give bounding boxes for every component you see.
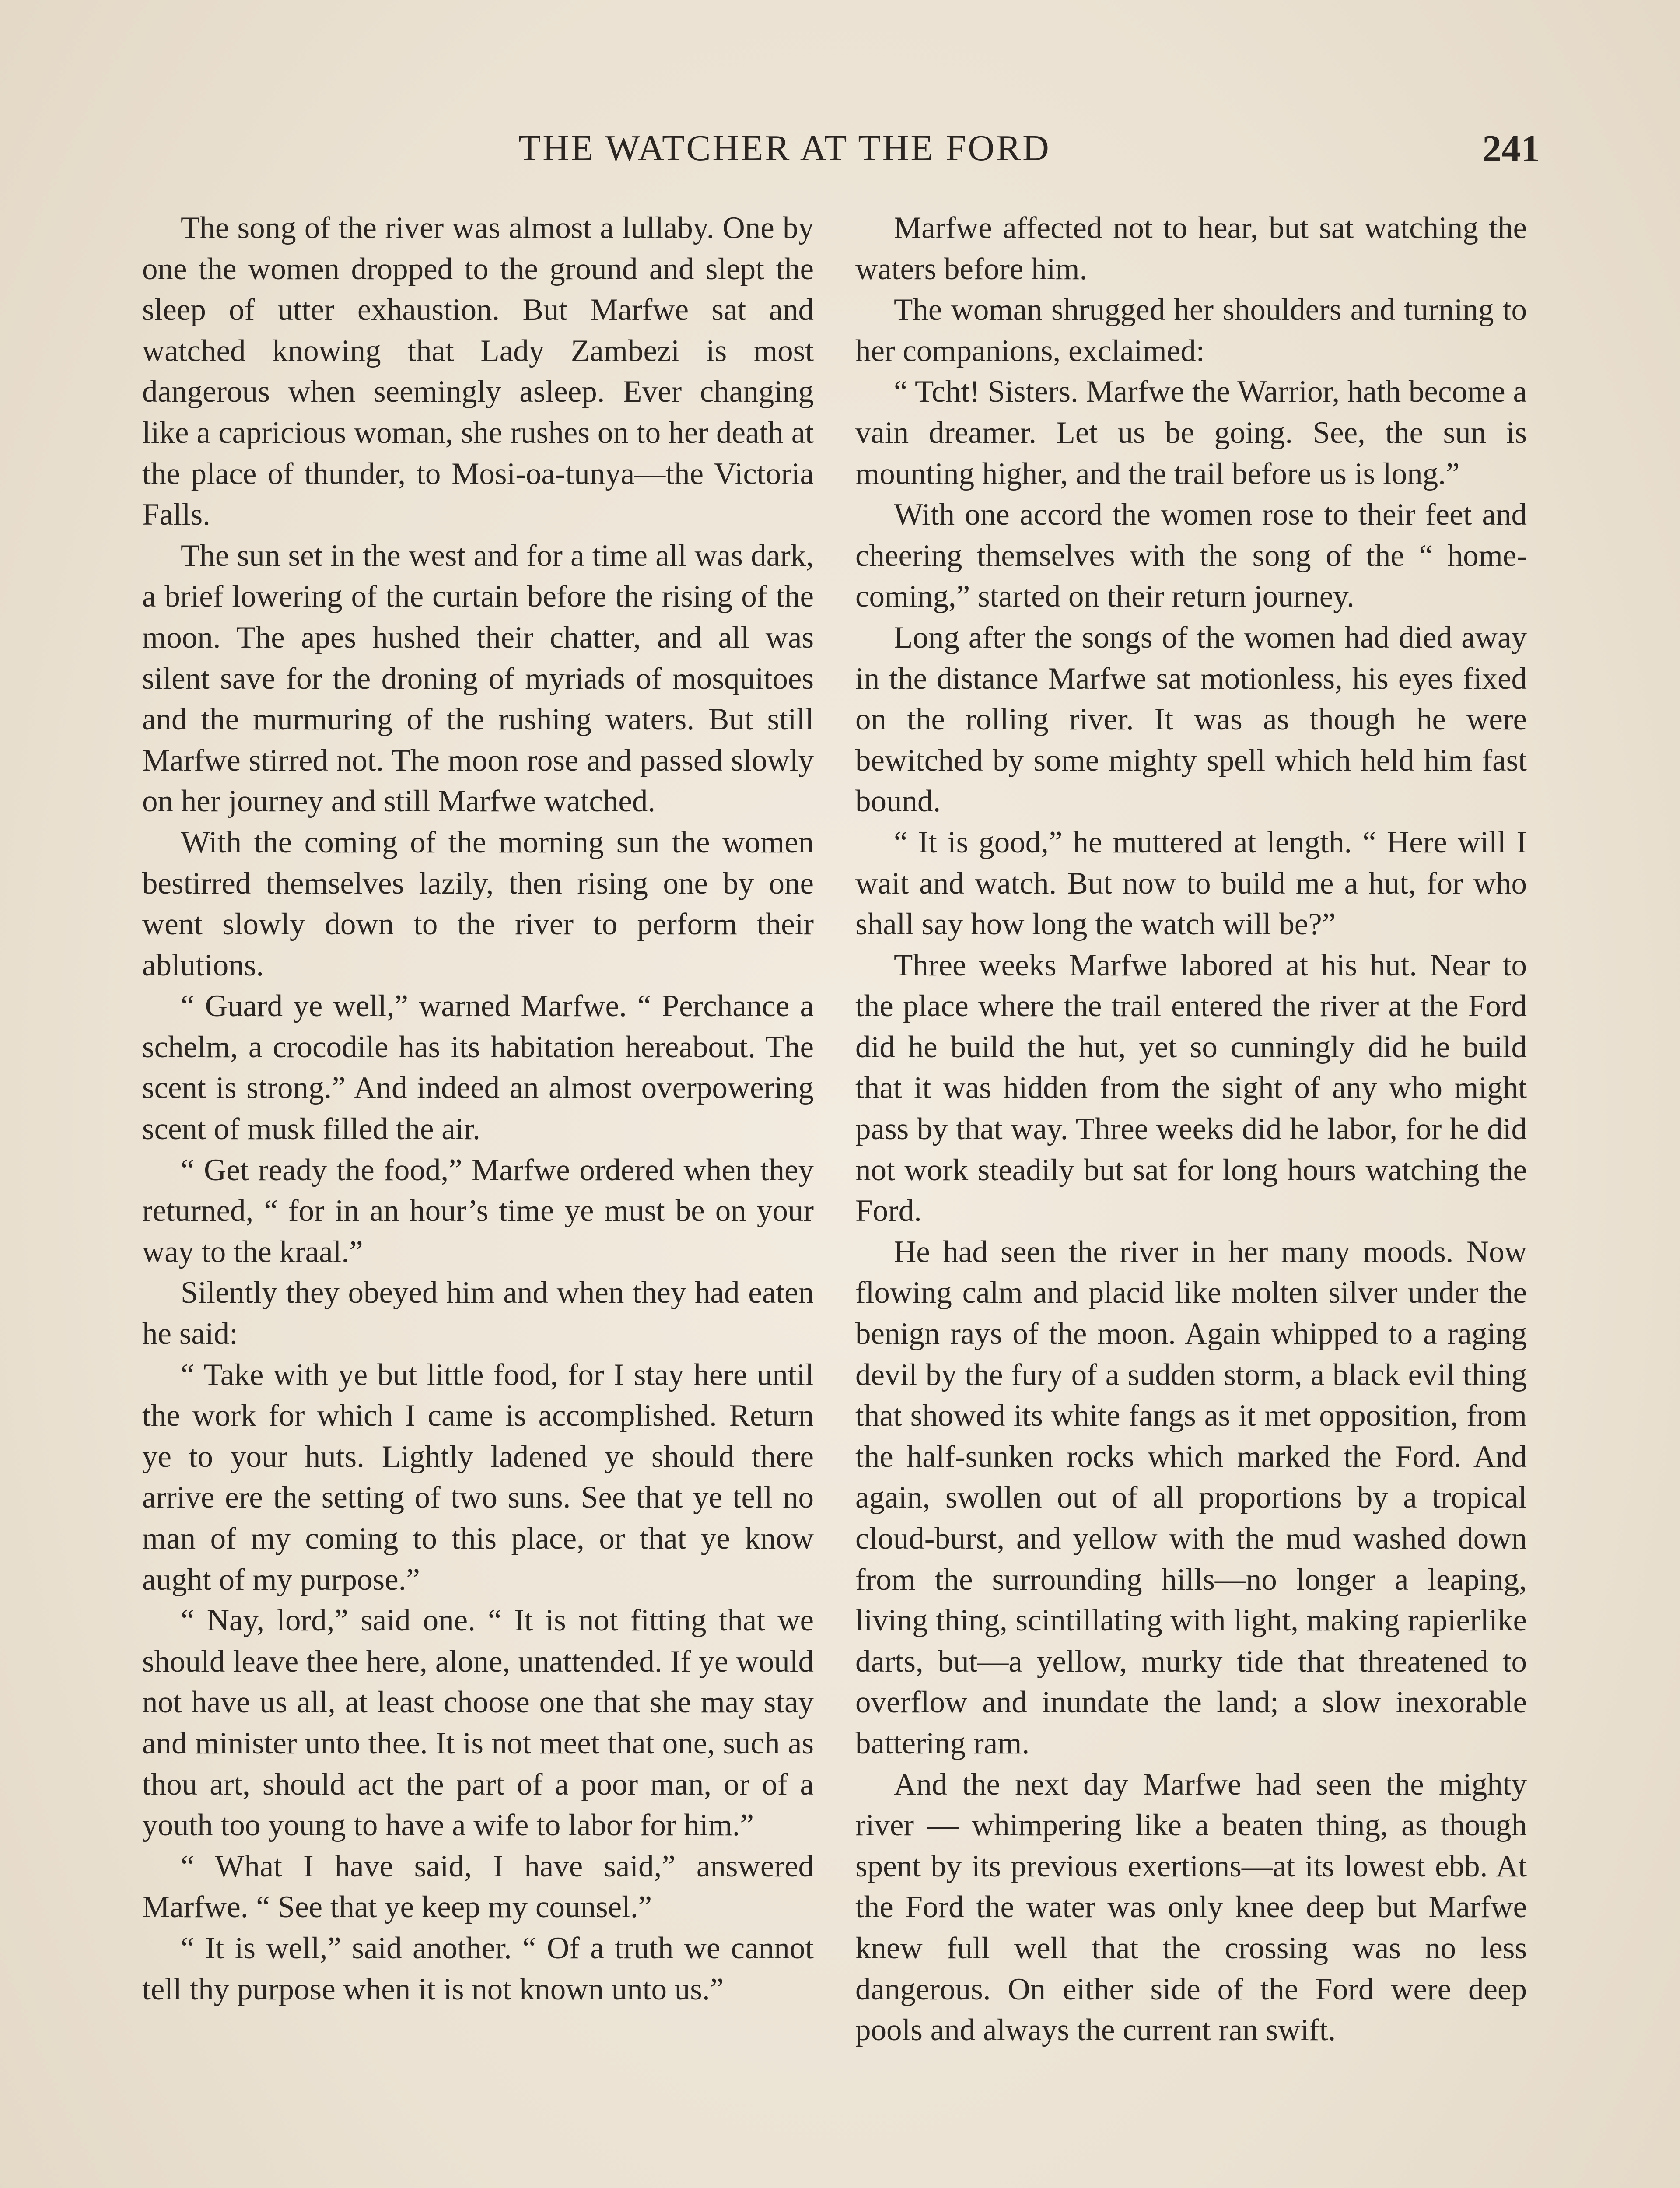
paragraph: “ Get ready the food,” Marfwe ordered when they returned, “ for in an hour’s time ye must be on your way to the kraal.”	[142, 1153, 814, 1269]
right-column	[855, 208, 1527, 2051]
paragraph: And the next day Marfwe had seen the mighty river — whimpering like a beaten thing, as though spent by its previous exertions—at its lowest ebb. At the Ford the water was only knee deep but Marfwe knew full well that the crossing was no less dangerous. On either side of the Ford were deep pools and always the current ran swift.	[855, 1767, 1527, 2048]
paragraph: Silently they obeyed him and when they had eaten he said:	[142, 1276, 814, 1351]
paragraph: “ Nay, lord,” said one. “ It is not fitting that we should leave thee here, alone, unattended. If ye would not have us all, at least choose one that she may stay and minister unto thee. It is not meet that one, such as thou art, should act the part of a poor man, or of a youth too young to have a wife to labor for him.”	[142, 1603, 814, 1843]
paragraph: “ Guard ye well,” warned Marfwe. “ Perchance a schelm, a crocodile has its habitation hereabout. The scent is strong.” And indeed an almost overpowering scent of musk filled the air.	[142, 989, 814, 1147]
running-title: THE WATCHER AT THE FORD	[518, 128, 1051, 168]
paragraph: “ It is good,” he muttered at length. “ Here will I wait and watch. But now to build me a hut, for who shall say how long the watch will be?”	[855, 825, 1527, 942]
paragraph: Long after the songs of the women had died away in the distance Marfwe sat motionless, his eyes fixed on the rolling river. It was as though he were bewitched by some mighty spell which held him fast bound.	[855, 620, 1527, 819]
paragraph: The sun set in the west and for a time all was dark, a brief lowering of the curtain before the rising of the moon. The apes hushed their chatter, and all was silent save for the droning of myriads of mosquitoes and the murmuring of the rushing waters. But still Marfwe stirred not. The moon rose and passed slowly on her journey and still Marfwe watched.	[142, 538, 814, 819]
left-column	[142, 208, 814, 2010]
paragraph: The song of the river was almost a lullaby. One by one the women dropped to the ground and slept the sleep of utter exhaustion. But Marfwe sat and watched knowing that Lady Zambezi is most dangerous when seemingly asleep. Ever changing like a capricious woman, she rushes on to her death at the place of thunder, to Mosi-oa-tunya—the Victoria Falls.	[142, 211, 814, 532]
paragraph: With one accord the women rose to their feet and cheering themselves with the song of the “ home-coming,” started on their return journey.	[855, 498, 1527, 614]
paragraph: “ Take with ye but little food, for I stay here until the work for which I came is accomplished. Return ye to your huts. Lightly ladened ye should there arrive ere the setting of two suns. See that ye tell no man of my coming to this place, or that ye know aught of my purpose.”	[142, 1357, 814, 1597]
paragraph: “ Tcht! Sisters. Marfwe the Warrior, hath become a vain dreamer. Let us be going. See, the sun is mounting higher, and the trail before us is long.”	[855, 375, 1527, 491]
paragraph: He had seen the river in her many moods. Now flowing calm and placid like molten silver under the benign rays of the moon. Again whipped to a raging devil by the fury of a sudden storm, a black evil thing that showed its white fangs as it met opposition, from the half-sunken rocks which marked the Ford. And again, swollen out of all proportions by a tropical cloud-burst, and yellow with the mud washed down from the surrounding hills—no longer a leaping, living thing, scintillating with light, making rapierlike darts, but—a yellow, murky tide that threatened to overflow and inundate the land; a slow inexorable battering ram.	[855, 1234, 1527, 1760]
paragraph: Three weeks Marfwe labored at his hut. Near to the place where the trail entered the river at the Ford did he build the hut, yet so cunningly did he build that it was hidden from the sight of any who might pass by that way. Three weeks did he labor, for he did not work steadily but sat for long hours watching the Ford.	[855, 948, 1527, 1228]
page-number: 241	[1482, 128, 1540, 170]
paragraph: “ What I have said, I have said,” answered Marfwe. “ See that ye keep my counsel.”	[142, 1849, 814, 1925]
paragraph: Marfwe affected not to hear, but sat watching the waters before him.	[855, 211, 1527, 286]
paragraph: “ It is well,” said another. “ Of a truth we cannot tell thy purpose when it is not known unto us.”	[142, 1931, 814, 2006]
paragraph: With the coming of the morning sun the women bestirred themselves lazily, then rising one by one went slowly down to the river to perform their ablutions.	[142, 825, 814, 982]
paragraph: The woman shrugged her shoulders and turning to her companions, exclaimed:	[855, 293, 1527, 368]
page-header	[518, 127, 1540, 179]
